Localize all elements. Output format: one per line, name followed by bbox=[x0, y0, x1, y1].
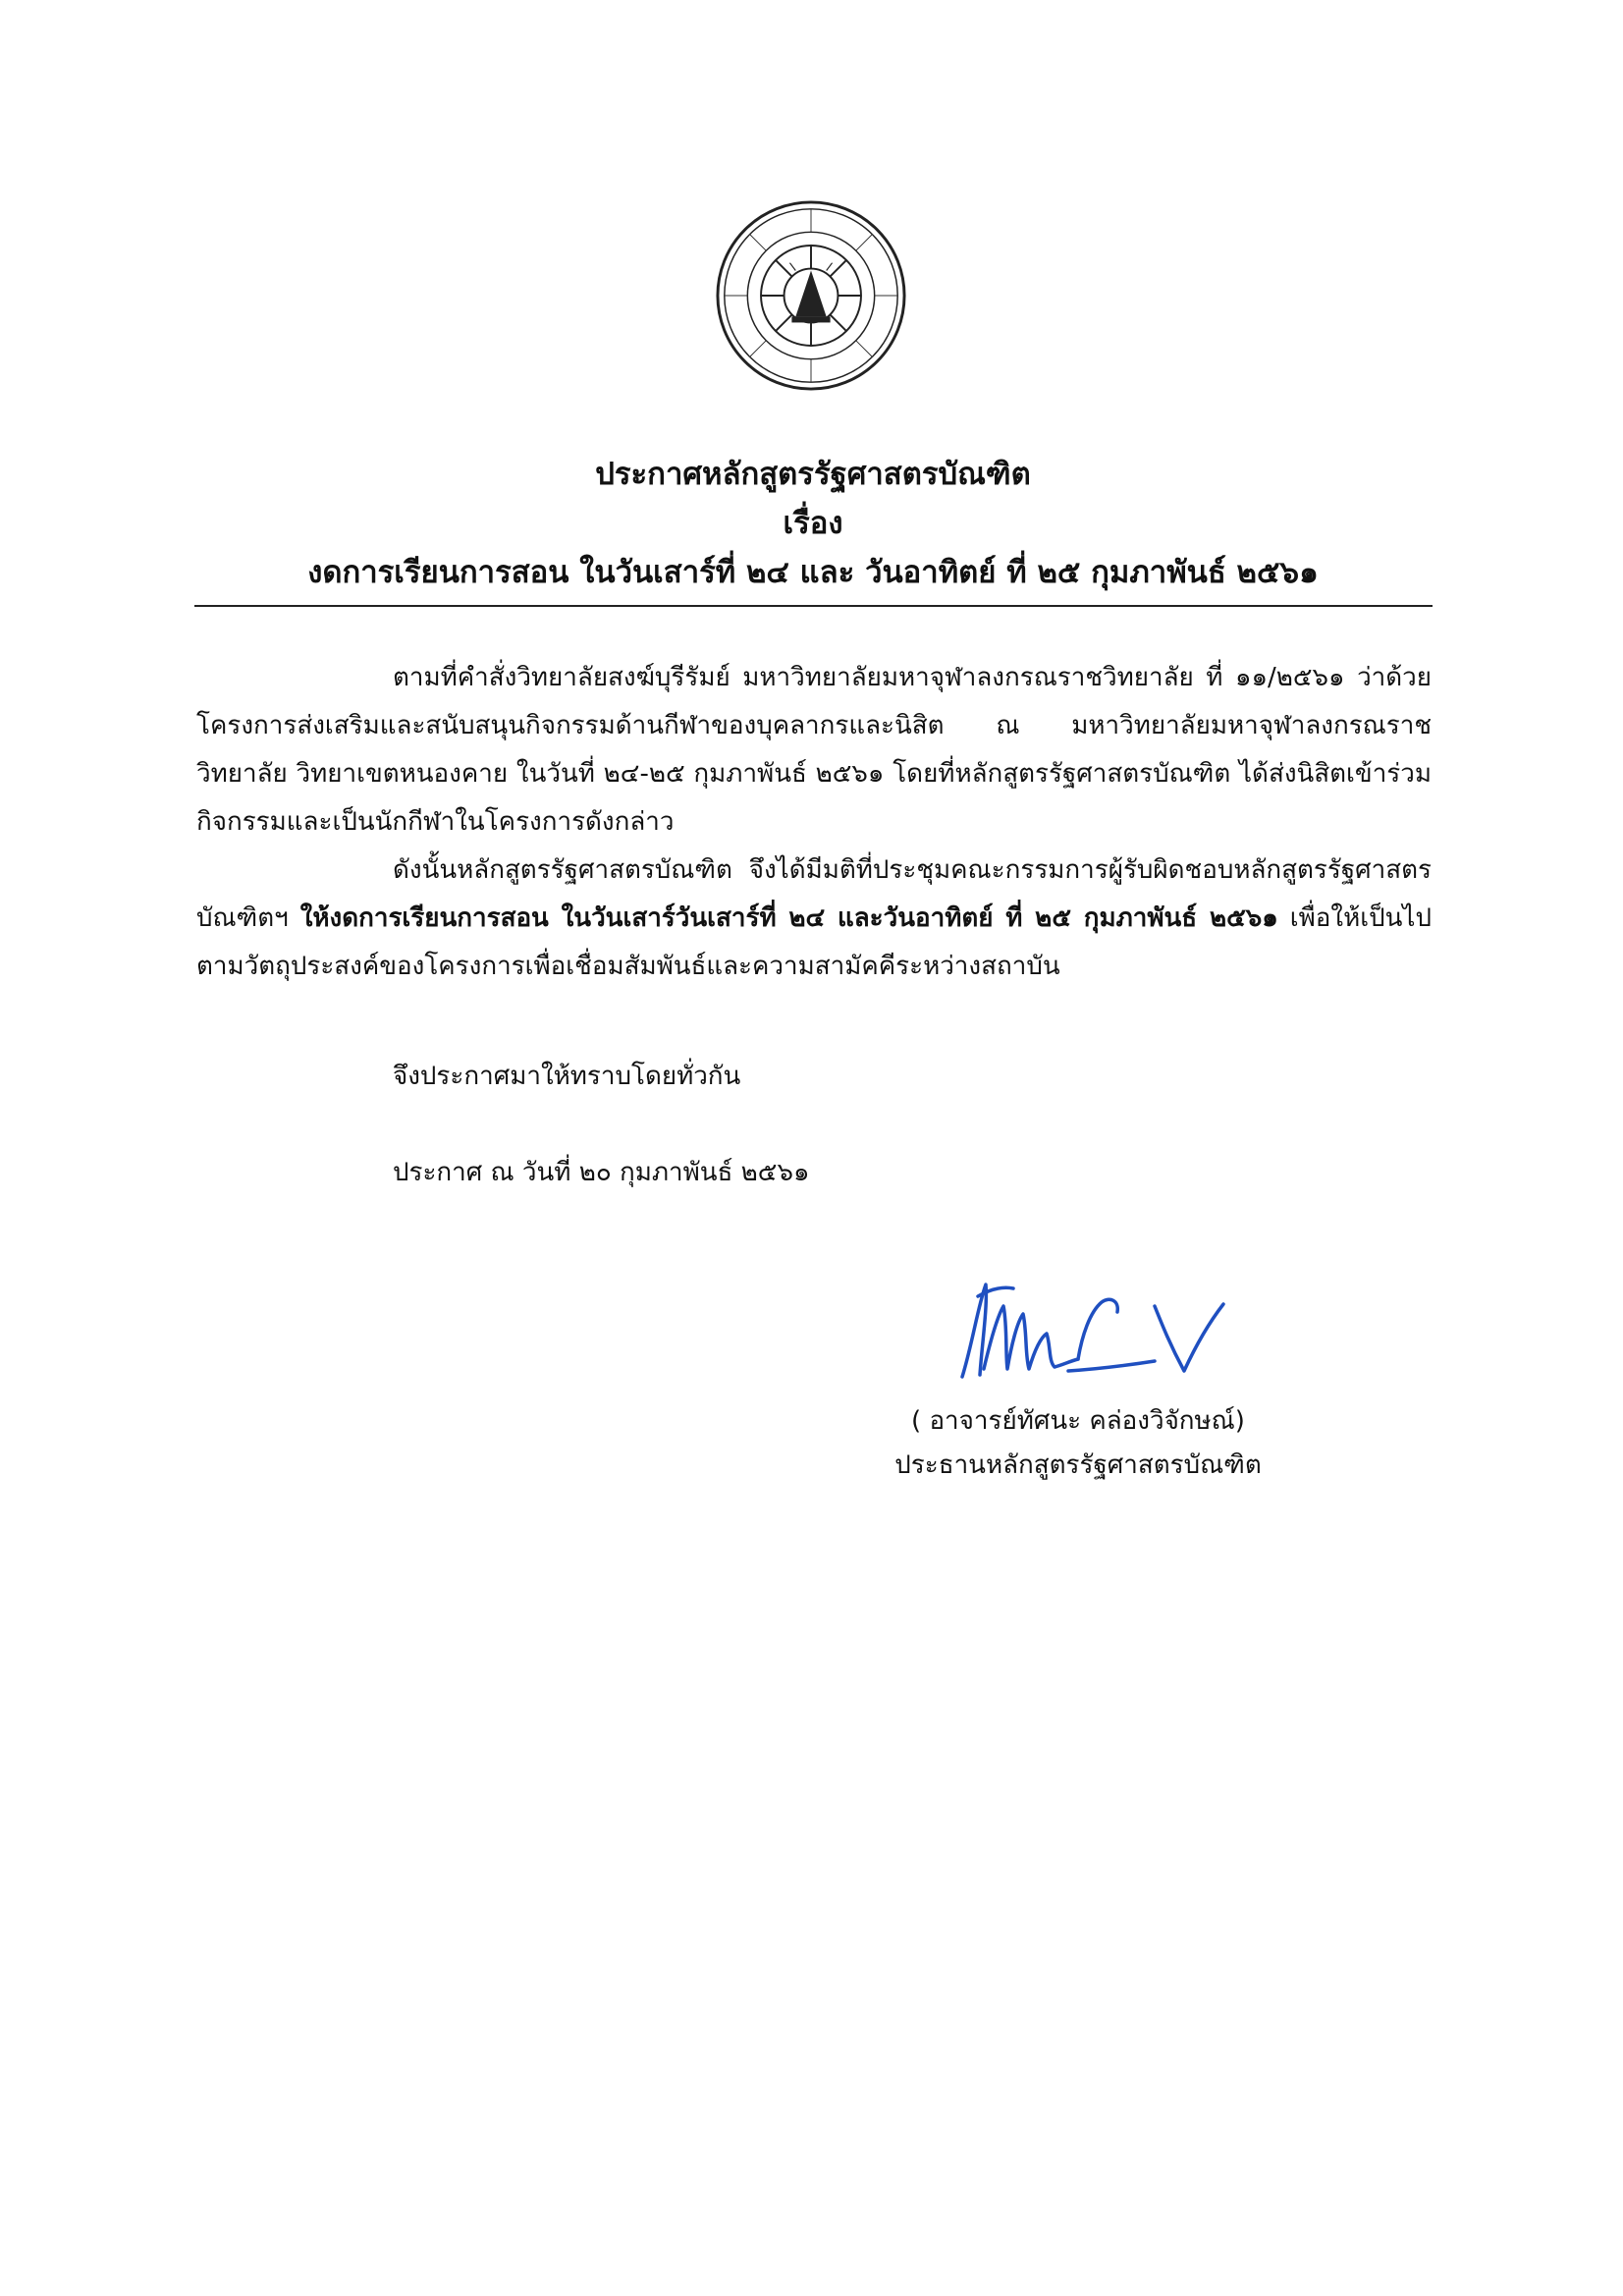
paragraph-2-highlight: ให้งดการเรียนการสอน ในวันเสาร์วันเสาร์ที่ ๒๔ และวันอาทิตย์ ที่ ๒๕ กุมภาพันธ์ ๒๕๖๑ bbox=[299, 903, 1278, 933]
subject-title: งดการเรียนการสอน ในวันเสาร์ที่ ๒๔ และ วันอาทิตย์ ที่ ๒๕ กุมภาพันธ์ ๒๕๖๑ bbox=[307, 555, 1319, 590]
paragraph-2-purpose: เพื่อให้เป็นไปตามวัตถุประสงค์ของโครงการเพื่อเชื่อมสัมพันธ์และความสามัคคีระหว่างสถาบัน bbox=[196, 903, 1432, 981]
university-seal-icon bbox=[715, 199, 907, 392]
body-paragraph-2 bbox=[196, 847, 1432, 991]
signatory-name: ( อาจารย์ทัศนะ คล่องวิจักษณ์) bbox=[911, 1406, 1245, 1436]
announcement-body bbox=[196, 654, 1432, 991]
signatory-title: ประธานหลักสูตรรัฐศาสตรบัณฑิต bbox=[894, 1450, 1262, 1480]
announcement-header bbox=[194, 450, 1432, 597]
body-paragraph-1: ตามที่คำสั่งวิทยาลัยสงฆ์บุรีรัมย์ มหาวิทยาลัยมหาจุฬาลงกรณราชวิทยาลัย ที่ ๑๑/๒๕๖๑ ว่าด้วย โครงการส่งเสริมและสนับสนุนกิจกรรมด้านกีฬาของบุคลากรและนิสิต ณ มหาวิทยาลัยมหาจุฬาลงกรณราชวิทยาลัย วิทยาเขตหนองคาย ในวันที่ ๒๔-๒๕ กุมภาพันธ์ ๒๕๖๑ โดยที่หลักสูตรรัฐศาสตรบัณฑิต ได้ส่งนิสิตเข้าร่วมกิจกรรมและเป็นนักกีฬาในโครงการดังกล่าว bbox=[196, 663, 1432, 837]
closing-statement: จึงประกาศมาให้ทราบโดยทั่วกัน bbox=[393, 1062, 741, 1091]
signature-icon bbox=[952, 1267, 1247, 1394]
title-divider bbox=[194, 605, 1433, 607]
page-title: ประกาศหลักสูตรรัฐศาสตรบัณฑิต bbox=[595, 457, 1031, 492]
announcement-date: ประกาศ ณ วันที่ ๒๐ กุมภาพันธ์ ๒๕๖๑ bbox=[393, 1158, 810, 1187]
subject-label: เรื่อง bbox=[783, 506, 843, 541]
paragraph-2-intro: ดังนั้นหลักสูตรรัฐศาสตรบัณฑิต จึงได้มีมติที่ประชุมคณะกรรมการผู้รับผิดชอบหลักสูตรรัฐศาสตรบัณฑิตฯ bbox=[196, 855, 1432, 933]
